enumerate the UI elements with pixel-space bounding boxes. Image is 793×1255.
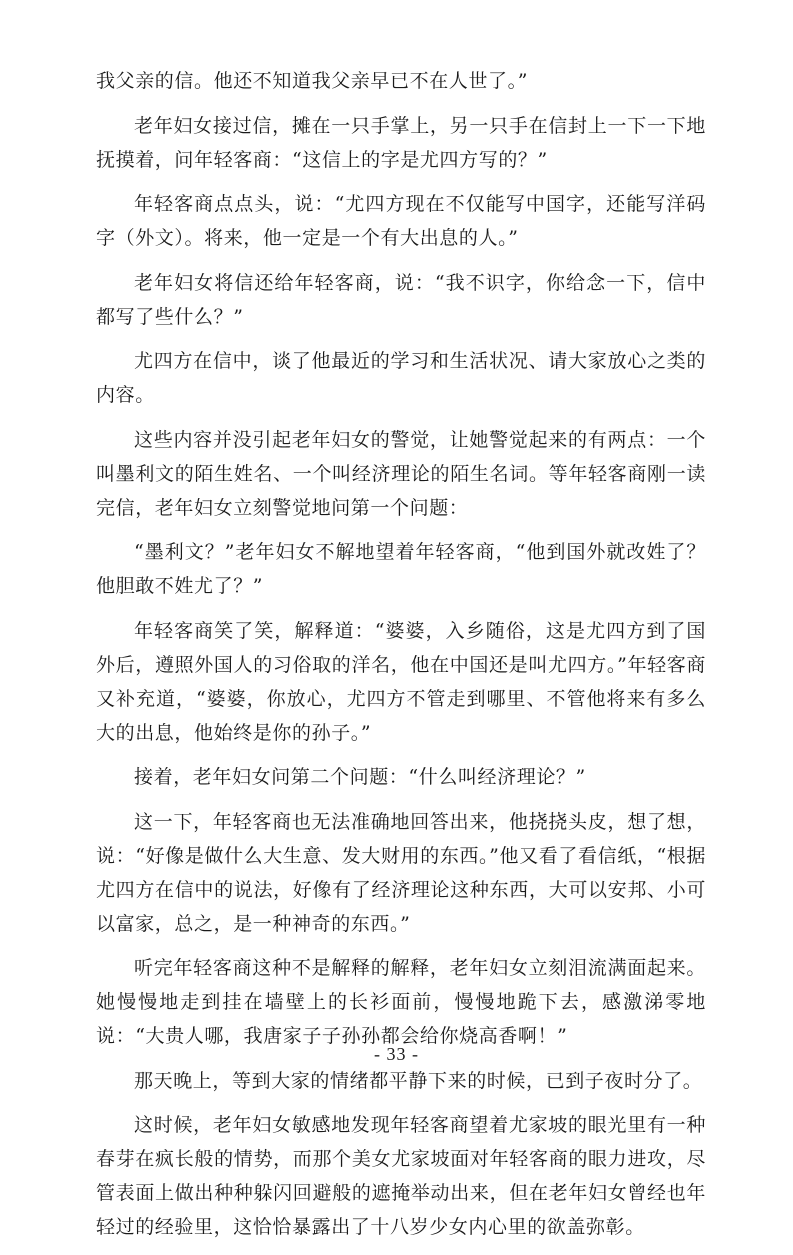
paragraph: 接着，老年妇女问第二个问题：“什么叫经济理论？”	[134, 766, 586, 788]
page-number: - 33 -	[374, 1044, 419, 1064]
paragraph: 尤四方在信中，谈了他最近的学习和生活状况、请大家放心之类的内容。	[96, 350, 706, 406]
paragraph: 这些内容并没引起老年妇女的警觉，让她警觉起来的有两点：一个叫墨利文的陌生姓名、一个叫经济理论的陌生名词。等年轻客商刚一读完信，老年妇女立刻警觉地问第一个问题：	[96, 428, 706, 519]
paragraph: 那天晚上，等到大家的情绪都平静下来的时候，已到子夜时分了。	[134, 1069, 703, 1092]
paragraph: 老年妇女接过信，摊在一只手掌上，另一只手在信封上一下一下地抚摸着，问年轻客商：“这信上的字是尤四方写的？”	[96, 114, 706, 171]
paragraph: 年轻客商笑了笑，解释道：“婆婆，入乡随俗，这是尤四方到了国外后，遵照外国人的习俗取的洋名，他在中国还是叫尤四方。”年轻客商又补充道，“婆婆，你放心，尤四方不管走到哪里、不管他将来有多么大的出息，他始终是你的孙子。”	[96, 619, 706, 744]
paragraph: 这时候，老年妇女敏感地发现年轻客商望着尤家坡的眼光里有一种春芽在疯长般的情势，而那个美女尤家坡面对年轻客商的眼力进攻，尽管表面上做出种种躲闪回避般的遮掩举动出来，但在老年妇女曾经也年轻过的经验里，这恰恰暴露出了十八岁少女内心里的欲盖弥彰。	[96, 1114, 706, 1238]
paragraph: 这一下，年轻客商也无法准确地回答出来，他挠挠头皮，想了想，说：“好像是做什么大生意、发大财用的东西。”他又看了看信纸，“根据尤四方在信中的说法，好像有了经济理论这种东西，大可以安邦、小可以富家，总之，是一种神奇的东西。”	[96, 810, 706, 935]
paragraph: 年轻客商点点头，说：“尤四方现在不仅能写中国字，还能写洋码字（外文）。将来，他一定是一个有大出息的人。”	[96, 193, 706, 249]
paragraph: 老年妇女将信还给年轻客商，说：“我不识字，你给念一下，信中都写了些什么？”	[96, 271, 706, 328]
paragraph: 我父亲的信。他还不知道我父亲早已不在人世了。”	[96, 70, 529, 92]
paragraph: 听完年轻客商这种不是解释的解释，老年妇女立刻泪流满面起来。她慢慢地走到挂在墙壁上的长衫面前，慢慢地跪下去，感激涕零地说：“大贵人哪，我唐家子子孙孙都会给你烧高香啊！”	[96, 957, 706, 1047]
document-body	[96, 64, 706, 1255]
paragraph: “墨利文？”老年妇女不解地望着年轻客商，“他到国外就改姓了？他胆敢不姓尤了？”	[96, 541, 706, 597]
